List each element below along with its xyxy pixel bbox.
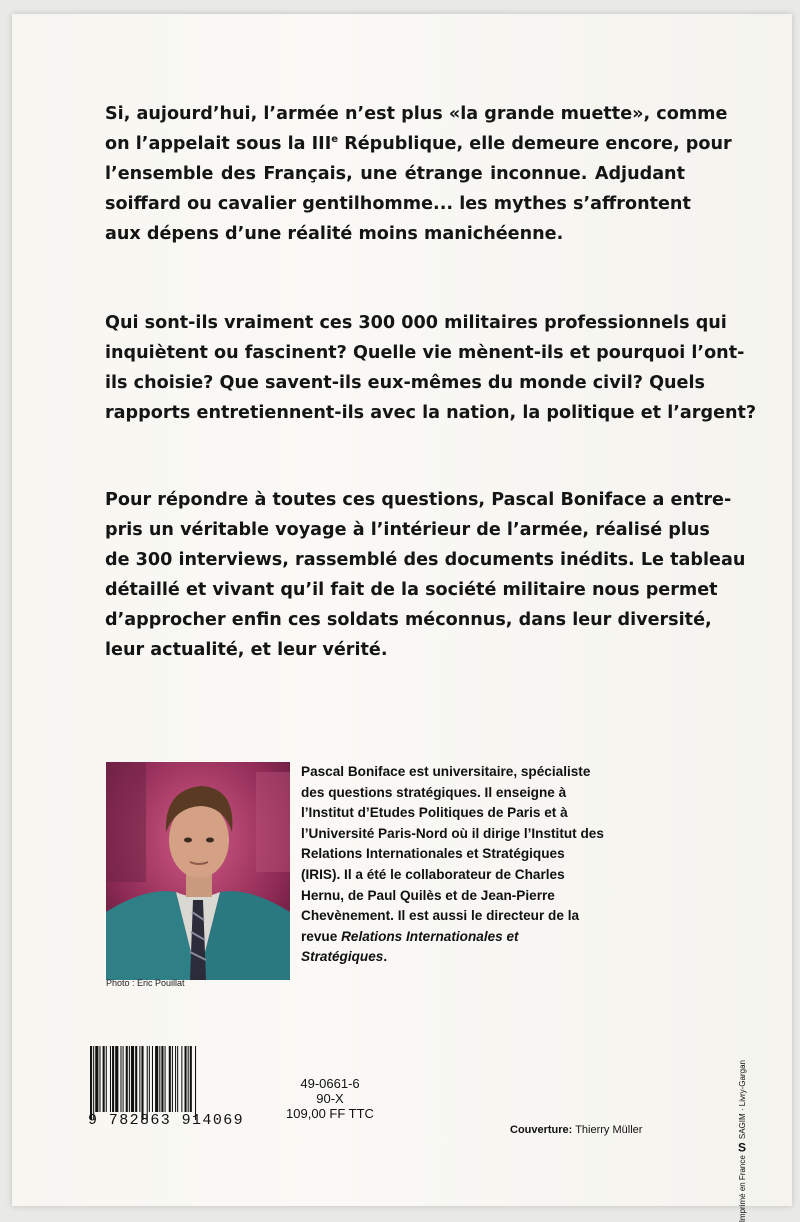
barcode-bar [93, 1046, 94, 1120]
barcode-bar [123, 1046, 124, 1112]
barcode-bar [159, 1046, 160, 1112]
printer-logo-icon: S [737, 1140, 747, 1155]
barcode-bar [135, 1046, 137, 1112]
blurb-paragraph-2: Qui sont-ils vraiment ces 300 000 militaires professionnels qui inquiètent ou fascinent? Quelle vie mènent-ils et pourquoi l’ont- ils choisie? Que savent-ils eux-mêmes du monde civil? Quels rapports entretiennent-ils avec la nation, la politique et l’argent? [105, 313, 757, 423]
printer-mark: Imprimé en France S SAGIM · Livry-Gargan [737, 1060, 747, 1222]
isbn-code: 49-0661-6 [300, 1076, 360, 1091]
barcode-bar [185, 1046, 187, 1112]
barcode-bar [131, 1046, 134, 1112]
barcode-bar [95, 1046, 98, 1112]
price-codes [270, 1076, 390, 1121]
cover-credit: Couverture: Thierry Müller [510, 1124, 643, 1136]
barcode-bar [120, 1046, 121, 1112]
sub-code: 90-X [316, 1091, 344, 1106]
barcode-bar [195, 1046, 196, 1120]
blurb-paragraph-1: Si, aujourd’hui, l’armée n’est plus «la grande muette», comme on l’appelait sous la IIIe République, elle demeure encore, pour l’ensemble des Français, une étrange inconnue. Adjudant soiffard ou cavalier gentilhomme... les mythes s’affrontent aux dépens d’une réalité moins manichéenne. [105, 104, 732, 244]
author-photo [106, 762, 290, 980]
barcode-bar [115, 1046, 118, 1112]
barcode-bar [188, 1046, 189, 1112]
barcode-bar [129, 1046, 130, 1112]
barcode-bar [175, 1046, 176, 1112]
barcode-number: 9 782863 914069 [88, 1112, 245, 1129]
author-bio: Pascal Boniface est universitaire, spécialiste des questions stratégiques. Il enseigne à l’Institut d’Etudes Politiques de Paris et à l’Université Paris-Nord où il dirige l’Institut des Relations Internationales et Stratégiques (IRIS). Il a été le collaborateur de Charles Hernu, de Paul Quilès et de Jean-Pierre Chevènement. Il est aussi le directeur de la revue Relations Internationales et Stratégiques. [301, 764, 604, 965]
barcode-bar [103, 1046, 105, 1112]
barcode-bar [147, 1046, 148, 1120]
barcode-bar [112, 1046, 114, 1112]
price: 109,00 FF TTC [286, 1106, 374, 1121]
barcode-bar [126, 1046, 128, 1112]
barcode-bar [155, 1046, 158, 1112]
barcode-bar [190, 1046, 192, 1112]
barcode-bar [139, 1046, 140, 1112]
journal-title: Relations Internationales et [341, 928, 519, 944]
barcode-bar [161, 1046, 163, 1112]
barcode-bar [110, 1046, 111, 1112]
barcode-bar [99, 1046, 100, 1112]
barcode-bar [149, 1046, 150, 1112]
barcode-bar [169, 1046, 171, 1112]
blurb-line-republic: on l’appelait sous la IIIe République, elle demeure encore, pour [105, 134, 732, 154]
barcode-bar [152, 1046, 153, 1112]
journal-title-end: Stratégiques [301, 949, 384, 965]
barcode-bar [177, 1046, 178, 1112]
barcode-bar [165, 1046, 166, 1112]
barcode-bar [106, 1046, 107, 1112]
barcode-bar [141, 1046, 143, 1120]
blurb-paragraph-3: Pour répondre à toutes ces questions, Pascal Boniface a entre- pris un véritable voyage à l’intérieur de l’armée, réalisé plus de 300 interviews, rassemblé des documents inédits. Le tableau détaillé et vivant qu’il fait de la société militaire nous permet d’approcher enfin ces soldats méconnus, dans leur diversité, leur actualité, et leur vérité. [105, 490, 746, 660]
barcode-bar [181, 1046, 182, 1112]
photo-credit: Photo : Eric Pouillat [106, 978, 185, 988]
barcode-bar [172, 1046, 173, 1112]
barcode-bar [90, 1046, 92, 1120]
